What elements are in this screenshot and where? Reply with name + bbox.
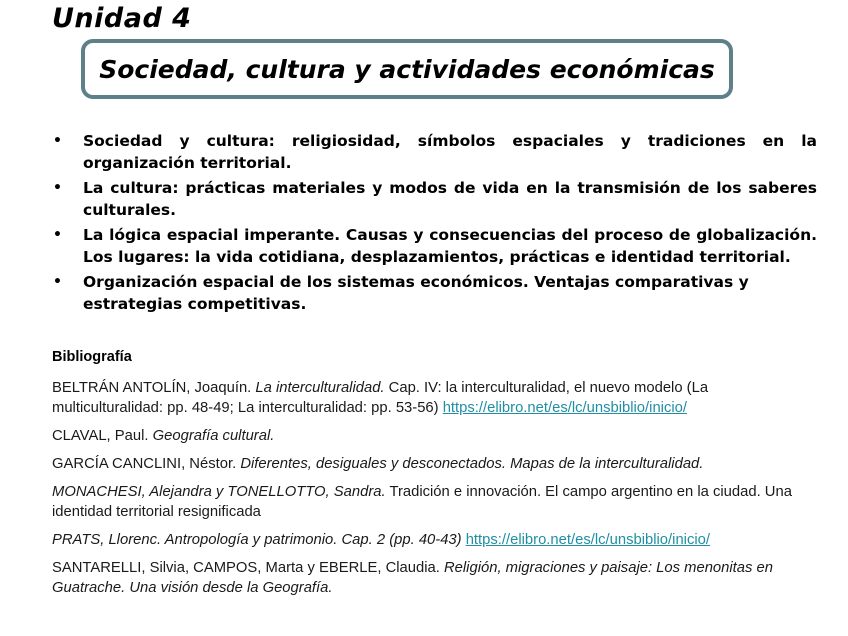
topic-item bbox=[52, 130, 817, 174]
unit-label: Unidad 4 bbox=[52, 3, 192, 34]
bibliography-list bbox=[52, 378, 812, 606]
entry-author: PRATS, Llorenc. Antropología y patrimonio. Cap. 2 (pp. 40-43) bbox=[52, 532, 466, 548]
bibliography-entry bbox=[52, 482, 812, 522]
topic-text: Sociedad y cultura: religiosidad, símbolos espaciales y tradiciones en la organización territorial. bbox=[83, 132, 817, 172]
bibliography-heading: Bibliografía bbox=[52, 349, 132, 365]
topics-list bbox=[52, 130, 817, 318]
topic-text: La lógica espacial imperante. Causas y consecuencias del proceso de globalización. Los lugares: la vida cotidiana, desplazamientos, prácticas e identidad territorial. bbox=[83, 226, 817, 266]
bullet-icon: • bbox=[53, 180, 62, 196]
elibro-link[interactable]: https://elibro.net/es/lc/unsbiblio/inicio/ bbox=[442, 400, 687, 416]
elibro-link[interactable]: https://elibro.net/es/lc/unsbiblio/inicio/ bbox=[465, 532, 710, 548]
bibliography-entry bbox=[52, 530, 812, 550]
topic-item bbox=[52, 224, 817, 268]
entry-author: GARCÍA CANCLINI, Néstor. bbox=[52, 456, 241, 472]
entry-author: SANTARELLI, Silvia, CAMPOS, Marta y EBERLE, Claudia. bbox=[52, 560, 444, 576]
entry-details: Tradición e innovación. El campo argentino en la ciudad. Una identidad territorial resignificada bbox=[52, 484, 792, 520]
topic-text: Organización espacial de los sistemas económicos. Ventajas comparativas y estrategias competitivas. bbox=[83, 273, 749, 313]
entry-title: Diferentes, desiguales y desconectados. Mapas de la interculturalidad. bbox=[240, 456, 704, 472]
unit-title-box bbox=[81, 39, 733, 99]
bibliography-entry bbox=[52, 454, 812, 474]
entry-author: BELTRÁN ANTOLÍN, Joaquín. bbox=[52, 380, 256, 396]
topic-text: La cultura: prácticas materiales y modos de vida en la transmisión de los saberes culturales. bbox=[83, 179, 817, 219]
entry-details: Cap. IV: la interculturalidad, el nuevo modelo (La multiculturalidad: pp. 48-49; La interculturalidad: pp. 53-56) bbox=[52, 380, 709, 416]
bibliography-entry bbox=[52, 378, 812, 418]
topic-item bbox=[52, 271, 817, 315]
bibliography-entry bbox=[52, 558, 812, 598]
entry-author: MONACHESI, Alejandra y TONELLOTTO, Sandra. bbox=[52, 484, 386, 500]
bullet-icon: • bbox=[53, 274, 62, 290]
bullet-icon: • bbox=[53, 227, 62, 243]
unit-title: Sociedad, cultura y actividades económicas bbox=[99, 54, 715, 84]
entry-title: Geografía cultural. bbox=[152, 428, 275, 444]
bibliography-entry bbox=[52, 426, 812, 446]
entry-title: La interculturalidad. bbox=[255, 380, 385, 396]
bullet-icon: • bbox=[53, 133, 62, 149]
entry-title: Religión, migraciones y paisaje: Los menonitas en Guatrache. Una visión desde la Geografía. bbox=[52, 560, 773, 596]
entry-author: CLAVAL, Paul. bbox=[52, 428, 153, 444]
topic-item bbox=[52, 177, 817, 221]
